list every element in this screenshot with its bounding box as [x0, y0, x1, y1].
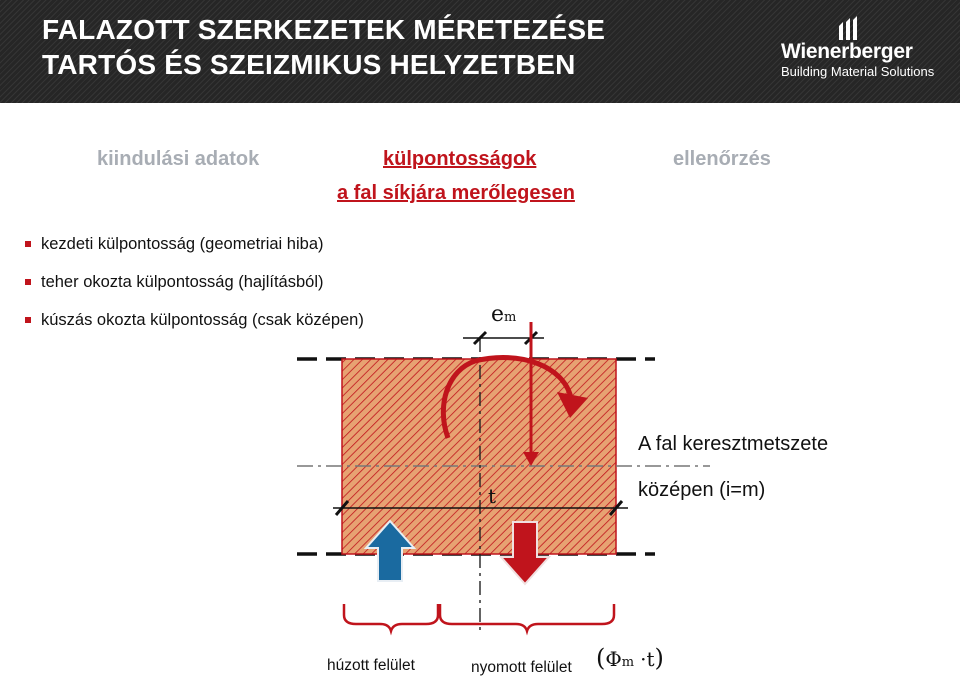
- section-subtitle: a fal síkjára merőlegesen: [337, 182, 575, 204]
- logo-name: Wienerberger: [781, 40, 913, 63]
- nav-step-eccentricities[interactable]: külpontosságok: [383, 148, 537, 170]
- formula-open-paren: (: [596, 644, 606, 672]
- tension-surface-label: húzott felület: [327, 657, 415, 674]
- thickness-label: t: [488, 484, 497, 508]
- caption-line-1: A fal keresztmetszete: [638, 433, 829, 455]
- formula-t: t: [646, 647, 655, 671]
- formula-close-paren: ): [654, 644, 664, 672]
- bullet-text: kezdeti külpontosság (geometriai hiba): [41, 235, 324, 253]
- nav-step-input-data[interactable]: kiindulási adatok: [97, 148, 260, 170]
- caption-line-2: középen (i=m): [638, 479, 766, 501]
- page-title-line-2: TARTÓS ÉS SZEIZMIKUS HELYZETBEN: [42, 49, 576, 80]
- wall-section: [342, 359, 616, 554]
- nav-step-verification[interactable]: ellenőrzés: [673, 148, 771, 170]
- compression-zone-brace: [440, 604, 614, 631]
- compression-zone-formula: [596, 644, 664, 672]
- eccentricity-subscript: m: [504, 310, 517, 325]
- formula-phi: Φ: [605, 647, 622, 671]
- formula-dot: ·: [640, 647, 647, 671]
- bullet-text: teher okozta külpontosság (hajlításból): [41, 273, 324, 291]
- tension-zone-brace: [344, 604, 438, 631]
- bullet-text: kúszás okozta külpontosság (csak középen): [41, 311, 364, 329]
- logo-tagline: Building Material Solutions: [781, 64, 935, 79]
- eccentricity-symbol: e: [491, 302, 505, 327]
- page-title-line-1: FALAZOTT SZERKEZETEK MÉRETEZÉSE: [42, 14, 606, 45]
- compression-surface-label: nyomott felület: [471, 659, 572, 676]
- formula-phi-subscript: m: [621, 655, 635, 670]
- eccentricity-label: [491, 302, 516, 327]
